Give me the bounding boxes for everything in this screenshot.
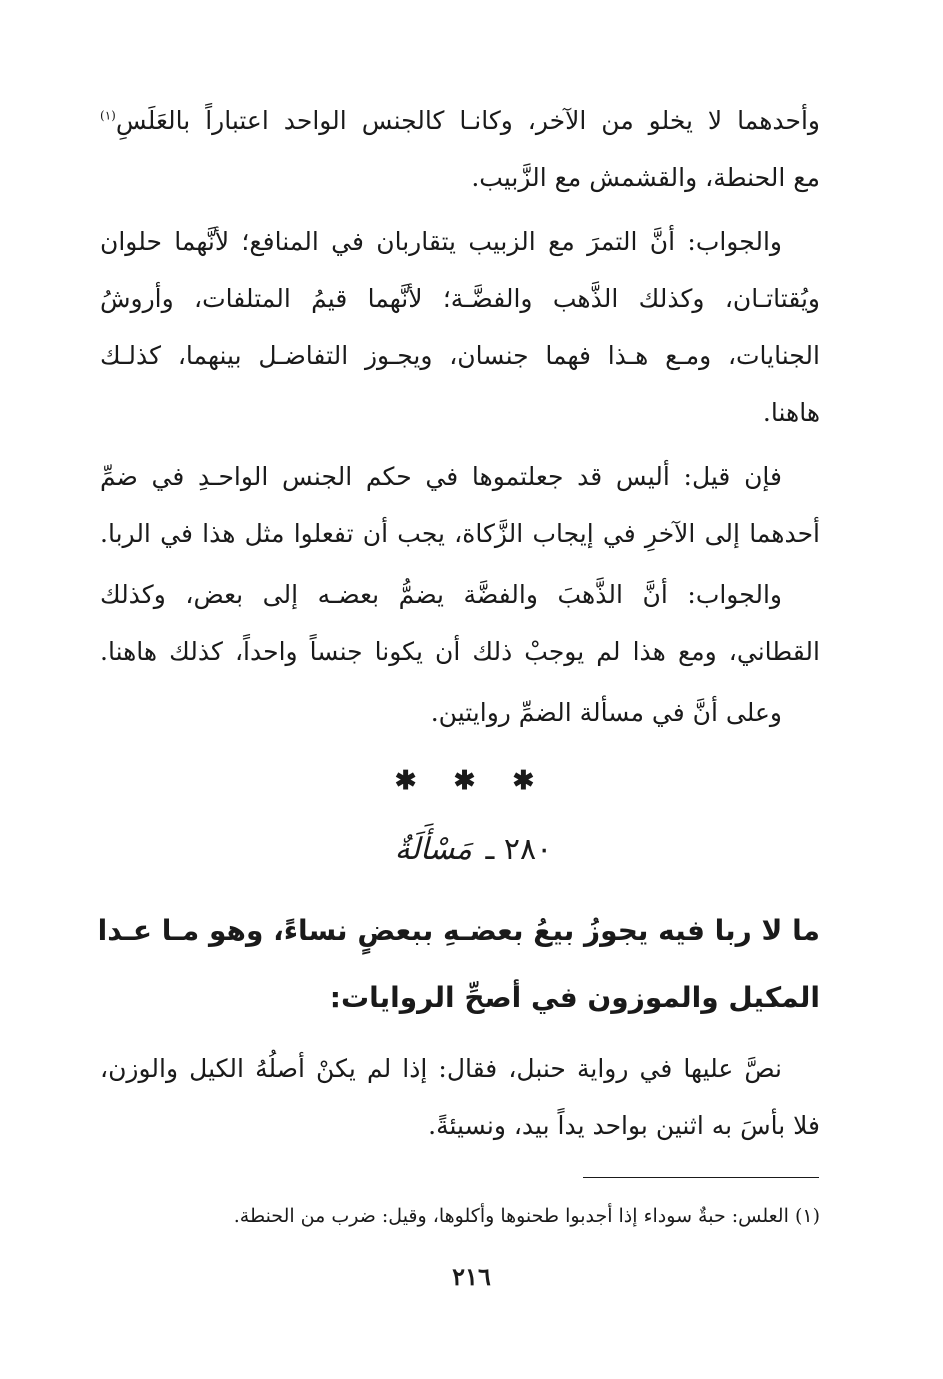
paragraph-5	[100, 684, 820, 741]
section-title: مَسْأَلَةٌ	[394, 832, 472, 867]
paragraph-2	[100, 213, 820, 441]
page-number: ٢١٦	[452, 1262, 491, 1291]
paragraph-6	[100, 1040, 820, 1154]
issue-statement-line: ما لا ربا فيه يجوزُ بيعُ بعضـهِ ببعضٍ نساءً، وهو مـا عـدا	[97, 914, 820, 947]
section-separator: ✱ ✱ ✱	[394, 766, 549, 796]
paragraph-line: والجواب: أنَّ التمرَ مع الزبيب يتقاربان في المنافع؛ لأنَّهما حلوان	[100, 227, 782, 256]
issue-statement	[97, 897, 820, 1031]
paragraph-line: القطاني، ومع هذا لم يوجبْ ذلك أن يكونا جنساً واحداً، كذلك هاهنا.	[100, 637, 820, 666]
footnote-marker: (١)	[794, 1205, 820, 1227]
footnote-divider	[583, 1177, 819, 1178]
paragraph-line: فلا بأسَ به اثنين بواحد يداً بيد، ونسيئةً.	[428, 1111, 820, 1140]
issue-statement-line: المكيل والموزون في أصحِّ الروايات:	[329, 981, 820, 1014]
paragraph-line: نصَّ عليها في رواية حنبل، فقال: إذا لم يكنْ أصلُهُ الكيل والوزن،	[100, 1054, 782, 1083]
section-dash: ـ	[485, 832, 495, 867]
paragraph-line	[100, 92, 820, 149]
paragraph-line: وعلى أنَّ في مسألة الضمِّ روايتين.	[430, 698, 782, 727]
line-text: وأحدهما لا يخلو من الآخر، وكانـا كالجنس الواحد اعتباراً بالعَلَسِ	[115, 106, 820, 135]
paragraph-line: والجواب: أنَّ الذَّهبَ والفضَّة يضمُّ بعضـه إلى بعض، وكذلك	[100, 580, 782, 609]
paragraph-3	[100, 448, 820, 562]
footnote-reference: (١)	[100, 108, 116, 123]
section-heading	[0, 826, 943, 874]
paragraph-4	[100, 566, 820, 680]
paragraph-line: الجنايات، ومـع هـذا فهما جنسان، ويجـوز التفاضـل بينهما، كذلـك	[100, 341, 820, 370]
paragraph-line: مع الحنطة، والقشمش مع الزَّبيب.	[471, 163, 820, 192]
footnote	[100, 1198, 820, 1234]
paragraph-line: فإن قيل: أليس قد جعلتموها في حكم الجنس الواحـدِ في ضمِّ	[100, 462, 782, 491]
paragraph-line: هاهنا.	[762, 398, 820, 427]
paragraph-1	[100, 92, 820, 206]
paragraph-line: ويُقتاتـان، وكذلك الذَّهب والفضَّـة؛ لأنَّهما قيمُ المتلفات، وأروشُ	[100, 284, 820, 313]
section-number: ٢٨٠	[503, 832, 553, 867]
footnote-text: العلس: حبةٌ سوداء إذا أجدبوا طحنوها وأكلوها، وقيل: ضرب من الحنطة.	[233, 1205, 789, 1227]
paragraph-line: أحدهما إلى الآخرِ في إيجاب الزَّكاة، يجب أن تفعلوا مثل هذا في الربا.	[100, 519, 820, 548]
